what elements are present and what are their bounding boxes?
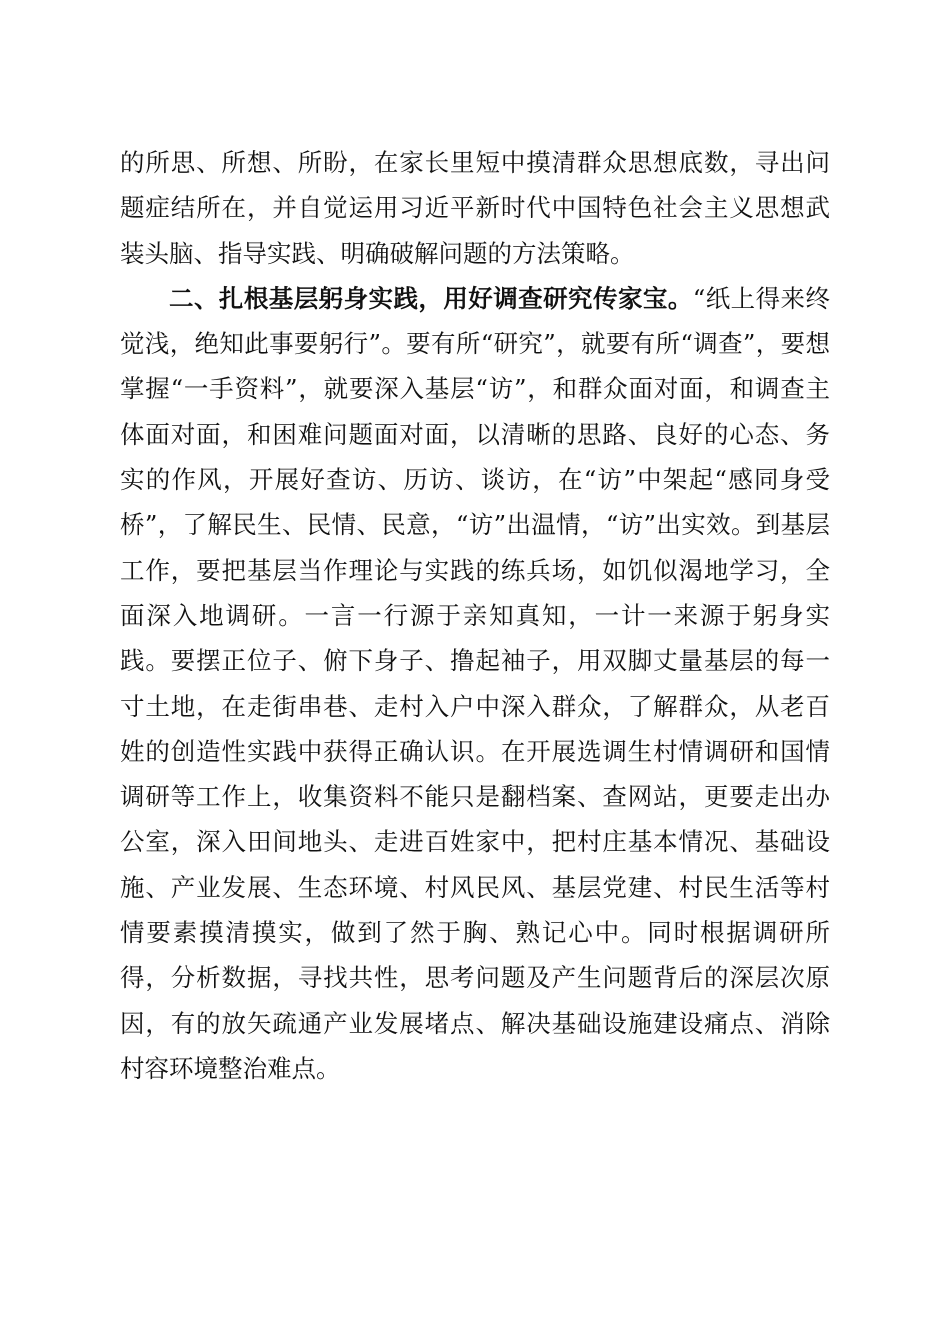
paragraph-continuation: 的所思、所想、所盼，在家长里短中摸清群众思想底数，寻出问题症结所在，并自觉运用习近平新时代中国特色社会主义思想武装头脑、指导实践、明确破解问题的方法策略。: [120, 148, 830, 268]
section-body-text: “纸上得来终觉浅，绝知此事要躬行”。要有所“研究”，就要有所“调查”，要想掌握“一手资料”，就要深入基层“访”，和群众面对面，和调查主体面对面，和困难问题面对面，以清晰的思路、良好的心态、务实的作风，开展好查访、历访、谈访，在“访”中架起“感同身受桥”，了解民生、民情、民意，“访”出温情，“访”出实效。到基层工作，要把基层当作理论与实践的练兵场，如饥似渴地学习，全面深入地调研。一言一行源于亲知真知，一计一来源于躬身实践。要摆正位子、俯下身子、撸起袖子，用双脚丈量基层的每一寸土地，在走街串巷、走村入户中深入群众，了解群众，从老百姓的创造性实践中获得正确认识。在开展选调生村情调研和国情调研等工作上，收集资料不能只是翻档案、查网站，更要走出办公室，深入田间地头、走进百姓家中，把村庄基本情况、基础设施、产业发展、生态环境、村风民风、基层党建、村民生活等村情要素摸清摸实，做到了然于胸、熟记心中。同时根据调研所得，分析数据，寻找共性，思考问题及产生问题背后的深层次原因，有的放矢疏通产业发展堵点、解决基础设施建设痛点、消除村容环境整治难点。: [120, 283, 830, 1083]
document-body: [120, 140, 830, 1091]
paragraph-section-two: [120, 276, 830, 1091]
section-heading: 二、扎根基层躬身实践，用好调查研究传家宝。: [169, 283, 693, 313]
